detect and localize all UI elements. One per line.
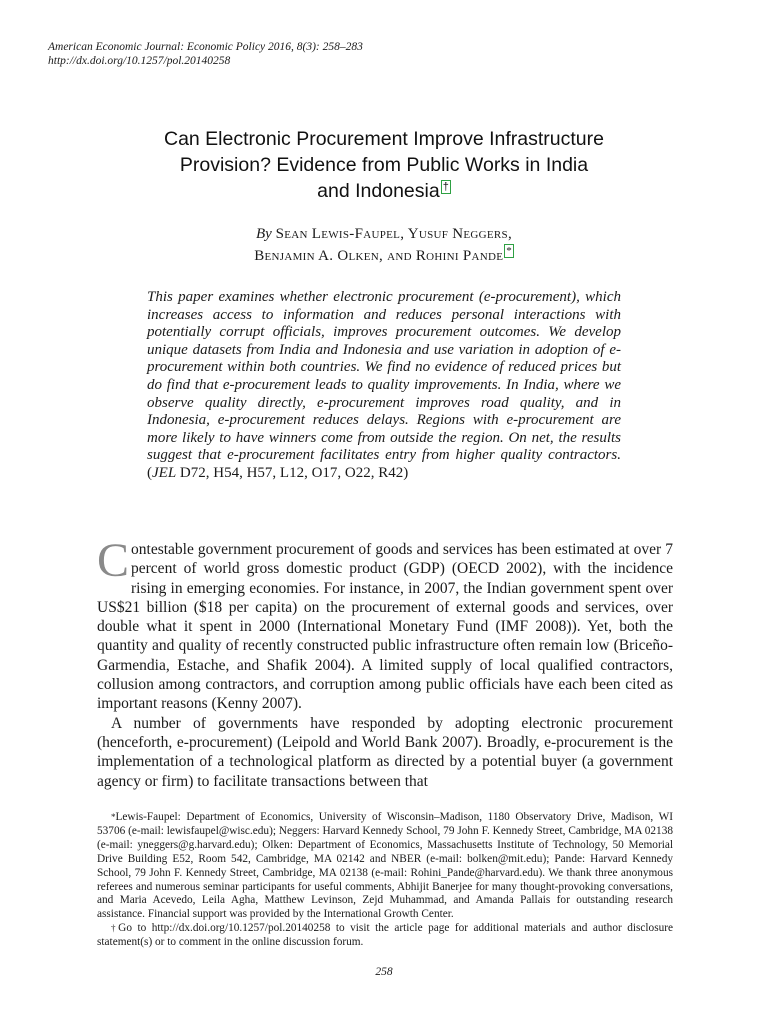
- title-line-3: and Indonesia: [317, 180, 440, 202]
- author-byline: [100, 224, 668, 266]
- byline-authors-1: Sean Lewis-Faupel, Yusuf Neggers,: [275, 226, 512, 242]
- body-text: [97, 534, 673, 791]
- abstract: [147, 289, 621, 483]
- jel-codes: (JEL D72, H54, H57, L12, O17, O22, R42): [147, 464, 409, 481]
- body-paragraph-2: A number of governments have responded by adopting electronic procurement (henceforth, e-procurement) (Leipold and World Bank 2007). Broadly, e-procurement is the implementation of a technological platform as directed by a potential buyer (a government agency or firm) to facilitate transactions between that: [97, 714, 673, 790]
- footnotes: [97, 811, 673, 950]
- footnote-dagger-text: Go to http://dx.doi.org/10.1257/pol.20140258 to visit the article page for additional materials and author disclosure statement(s) or to comment in the online discussion forum.: [97, 922, 674, 949]
- doi-link[interactable]: http://dx.doi.org/10.1257/pol.20140258: [48, 55, 231, 67]
- byline-by: By: [255, 226, 272, 242]
- title-footnote-link[interactable]: †: [442, 180, 449, 193]
- byline-authors-2: Benjamin A. Olken, and Rohini Pande: [254, 248, 504, 264]
- page-number: 258: [375, 966, 393, 978]
- footnote-dagger-mark: †: [111, 923, 119, 934]
- body-paragraph-1: [97, 534, 673, 714]
- paragraph-1-text: ontestable government procurement of goods and services has been estimated at over 7 percent of world gross domestic product (GDP) (OECD 2002), with the incidence rising in emerging economies. For instance, in 2007, the Indian government spent over US$21 billion ($18 per capita) on the procurement of external goods and services, over double what it spent in 2000 (International Monetary Fund (IMF 2008)). Yet, both the quantity and quality of recently constructed public infrastructure often remain low (Briceño-Garmendia, Estache, and Shafik 2004). A limited supply of local qualified contractors, collusion among contractors, and corruption among public officials have each been cited as important reasons (Kenny 2007).: [97, 541, 673, 713]
- footnote-star-mark: *: [111, 812, 116, 822]
- journal-citation: American Economic Journal: Economic Policy 2016, 8(3): 258–283: [48, 41, 363, 53]
- jel-label: JEL: [152, 464, 177, 481]
- abstract-text: This paper examines whether electronic procurement (e-procurement), which increases access to information and reduces personal interactions with potentially corrupt officials, improves procurement outcomes. We develop unique datasets from India and Indonesia and use variation in adoption of e-procurement within both countries. We find no evidence of reduced prices but do find that e-procurement leads to quality improvements. In India, where we observe quality directly, e-procurement improves road quality, and in Indonesia, e-procurement reduces delays. Regions with e-procurement are more likely to have winners come from outside the region. On net, the results suggest that e-procurement facilitates entry from higher quality contractors.: [147, 289, 621, 464]
- title-line-2: Provision? Evidence from Public Works in India: [179, 154, 589, 176]
- journal-header: [48, 40, 363, 68]
- footnote-author-affiliations: [97, 811, 673, 922]
- author-footnote-link[interactable]: *: [506, 245, 512, 257]
- footnote-star-text: Lewis-Faupel: Department of Economics, University of Wisconsin–Madison, 1180 Observatory Drive, Madison, WI 53706 (e-mail: lewisfaupel@wisc.edu); Neggers: Harvard Kennedy School, 79 John F. Kennedy Street, Cambridge, MA 02138 (e-mail: yneggers@g.harvard.edu); Olken: Department of Economics, Massachusetts Institute of Technology, 50 Memorial Drive Building E52, Room 542, Cambridge, MA 02142 and NBER (e-mail: bolken@mit.edu); Pande: Harvard Kennedy School, 79 John F. Kennedy Street, Cambridge, MA 02138 (e-mail: Rohini_Pande@harvard.edu). We thank three anonymous referees and numerous seminar participants for useful comments, Abhijit Banerjee for many thought-provoking conversations, and Maria Acevedo, Leila Agha, Matthew Levinson, Zejd Muhammad, and Amanda Pallais for outstanding research assistance. Financial support was provided by the International Growth Center.: [97, 811, 673, 921]
- paper-title: [100, 126, 668, 204]
- drop-cap: C: [97, 534, 130, 587]
- jel-code-list: D72, H54, H57, L12, O17, O22, R42: [179, 464, 404, 481]
- footnote-article-link: [97, 922, 673, 950]
- title-line-1: Can Electronic Procurement Improve Infrastructure: [163, 128, 604, 150]
